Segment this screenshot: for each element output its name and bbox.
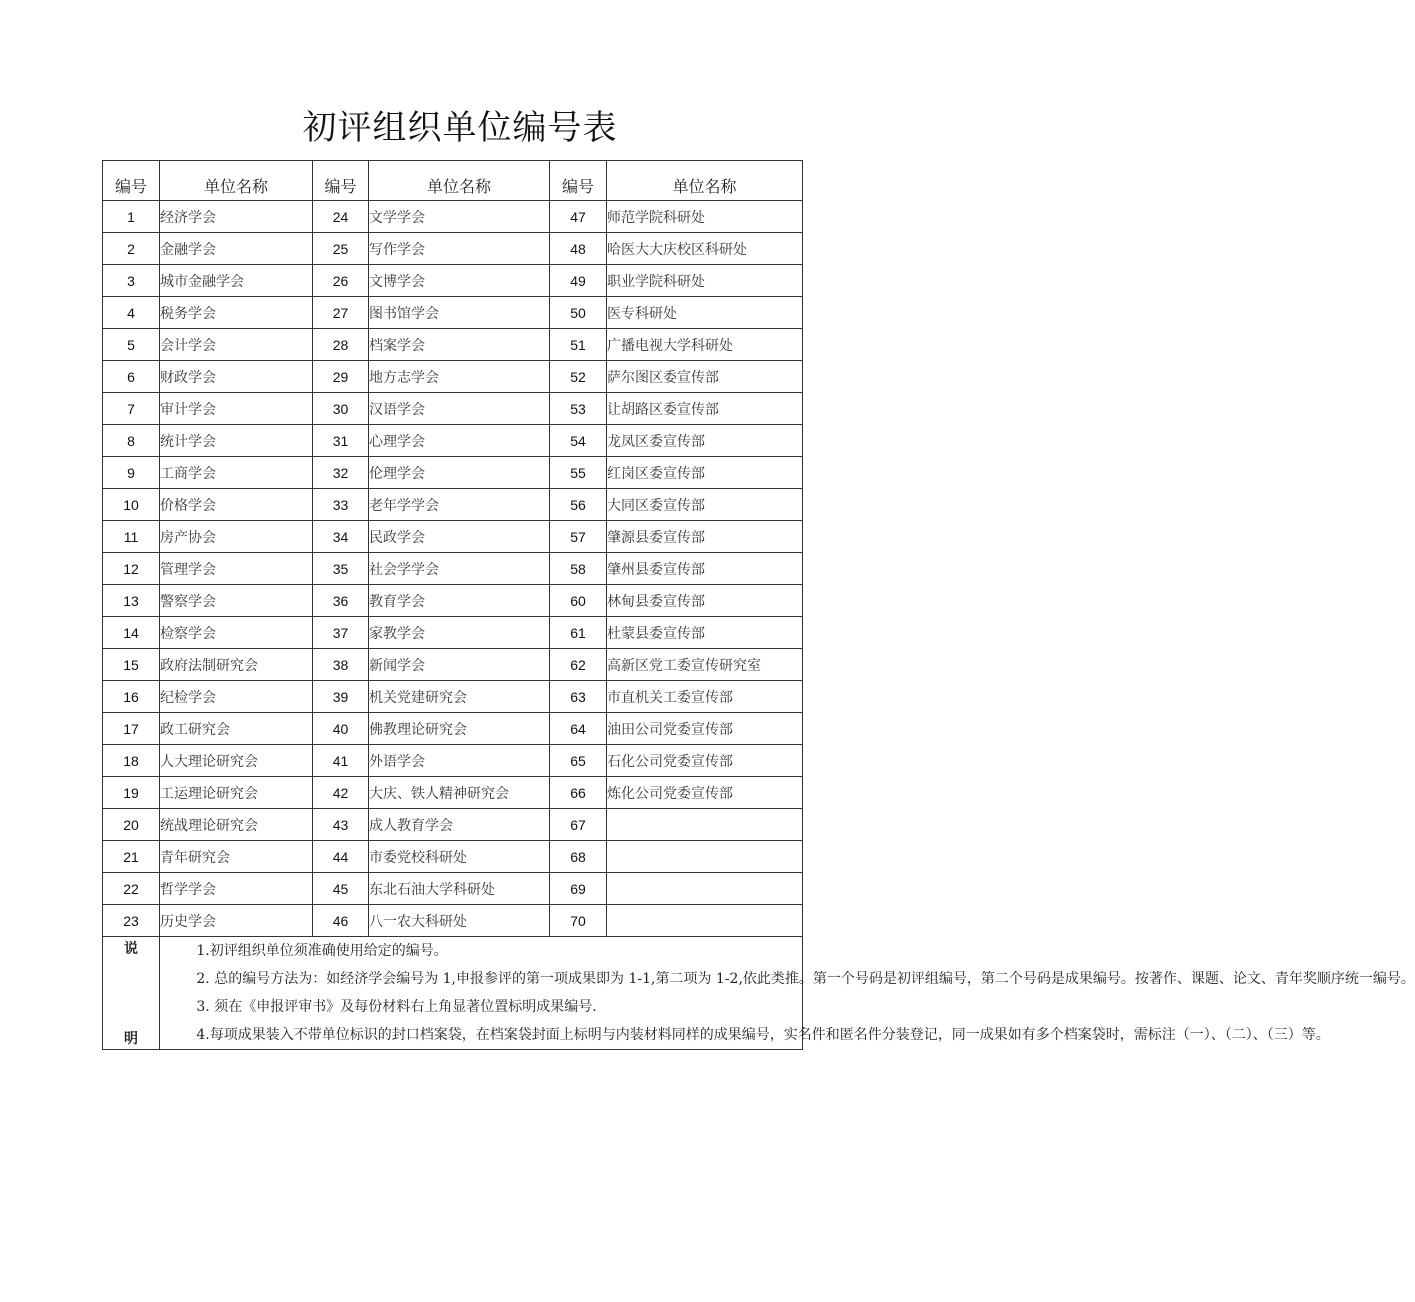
unit-name: 写作学会 [369,233,550,265]
unit-number: 64 [550,713,607,745]
unit-name: 历史学会 [160,905,313,937]
unit-number: 8 [103,425,160,457]
unit-number: 6 [103,361,160,393]
unit-name: 工商学会 [160,457,313,489]
unit-name: 心理学会 [369,425,550,457]
unit-number: 50 [550,297,607,329]
notes-row [103,937,803,1050]
unit-number: 61 [550,617,607,649]
header-name-3: 单位名称 [607,161,803,201]
table-row [103,361,803,393]
unit-name: 警察学会 [160,585,313,617]
unit-number: 56 [550,489,607,521]
unit-number: 65 [550,745,607,777]
unit-number: 15 [103,649,160,681]
unit-number: 24 [313,201,369,233]
unit-number: 16 [103,681,160,713]
unit-number: 60 [550,585,607,617]
table-row [103,873,803,905]
unit-name: 政府法制研究会 [160,649,313,681]
table-row [103,745,803,777]
unit-name [607,905,803,937]
unit-number: 1 [103,201,160,233]
unit-name: 哲学学会 [160,873,313,905]
unit-name: 佛教理论研究会 [369,713,550,745]
unit-number: 51 [550,329,607,361]
unit-number: 53 [550,393,607,425]
unit-name: 档案学会 [369,329,550,361]
unit-number: 28 [313,329,369,361]
unit-number: 13 [103,585,160,617]
unit-number: 35 [313,553,369,585]
unit-name: 图书馆学会 [369,297,550,329]
unit-name: 工运理论研究会 [160,777,313,809]
unit-number: 10 [103,489,160,521]
note-item-1: 1.初评组织单位须准确使用给定的编号。 [196,943,448,959]
unit-name: 机关党建研究会 [369,681,550,713]
unit-number: 68 [550,841,607,873]
unit-number: 44 [313,841,369,873]
unit-number: 40 [313,713,369,745]
header-name-1: 单位名称 [160,161,313,201]
unit-name: 师范学院科研处 [607,201,803,233]
unit-name: 红岗区委宣传部 [607,457,803,489]
unit-name: 八一农大科研处 [369,905,550,937]
unit-name: 价格学会 [160,489,313,521]
unit-number: 54 [550,425,607,457]
table-row [103,297,803,329]
table-row [103,329,803,361]
unit-number: 7 [103,393,160,425]
unit-name: 统计学会 [160,425,313,457]
unit-number: 49 [550,265,607,297]
table-row [103,393,803,425]
unit-number: 43 [313,809,369,841]
unit-number: 42 [313,777,369,809]
unit-number: 37 [313,617,369,649]
unit-number: 19 [103,777,160,809]
unit-name: 审计学会 [160,393,313,425]
unit-name: 城市金融学会 [160,265,313,297]
unit-number: 25 [313,233,369,265]
unit-number: 14 [103,617,160,649]
table-row [103,553,803,585]
unit-number-table [102,160,1415,1050]
unit-name: 伦理学会 [369,457,550,489]
unit-number: 30 [313,393,369,425]
unit-name: 油田公司党委宣传部 [607,713,803,745]
unit-name: 民政学会 [369,521,550,553]
notes-label-char-2: 明 [124,1031,138,1047]
unit-name: 社会学学会 [369,553,550,585]
table-row [103,649,803,681]
unit-number: 12 [103,553,160,585]
unit-number: 62 [550,649,607,681]
unit-name: 龙凤区委宣传部 [607,425,803,457]
unit-number: 11 [103,521,160,553]
unit-name: 肇州县委宣传部 [607,553,803,585]
unit-number: 38 [313,649,369,681]
unit-number: 41 [313,745,369,777]
unit-name: 教育学会 [369,585,550,617]
unit-name: 石化公司党委宣传部 [607,745,803,777]
header-num-3: 编号 [550,161,607,201]
unit-number: 48 [550,233,607,265]
unit-name: 会计学会 [160,329,313,361]
unit-name: 金融学会 [160,233,313,265]
unit-number: 3 [103,265,160,297]
unit-name: 检察学会 [160,617,313,649]
unit-name: 青年研究会 [160,841,313,873]
unit-number: 9 [103,457,160,489]
unit-number: 70 [550,905,607,937]
unit-number: 47 [550,201,607,233]
unit-name: 东北石油大学科研处 [369,873,550,905]
unit-name: 市委党校科研处 [369,841,550,873]
unit-number: 21 [103,841,160,873]
unit-number: 46 [313,905,369,937]
unit-number: 26 [313,265,369,297]
unit-name: 成人教育学会 [369,809,550,841]
unit-number: 18 [103,745,160,777]
unit-name: 财政学会 [160,361,313,393]
unit-number: 57 [550,521,607,553]
unit-number: 5 [103,329,160,361]
unit-name: 广播电视大学科研处 [607,329,803,361]
unit-name: 文学学会 [369,201,550,233]
unit-name: 萨尔图区委宣传部 [607,361,803,393]
unit-number: 69 [550,873,607,905]
unit-number: 17 [103,713,160,745]
table-row [103,617,803,649]
table-row [103,713,803,745]
table-row [103,457,803,489]
table-row [103,233,803,265]
unit-number: 45 [313,873,369,905]
unit-name: 家教学会 [369,617,550,649]
unit-name: 汉语学会 [369,393,550,425]
unit-number: 32 [313,457,369,489]
unit-name: 新闻学会 [369,649,550,681]
table-row [103,585,803,617]
unit-number: 63 [550,681,607,713]
unit-name: 文博学会 [369,265,550,297]
unit-name: 房产协会 [160,521,313,553]
unit-name: 管理学会 [160,553,313,585]
unit-name: 纪检学会 [160,681,313,713]
unit-number: 36 [313,585,369,617]
table-row [103,489,803,521]
unit-number: 31 [313,425,369,457]
table-row [103,201,803,233]
unit-name: 肇源县委宣传部 [607,521,803,553]
note-item-2: 2. 总的编号方法为：如经济学会编号为 1,申报参评的第一项成果即为 1-1,第二项为 1-2,依此类推。第一个号码是初评组编号，第二个号码是成果编号。按著作、课题、论文、青年奖顺序统一编号。 [196,971,1415,987]
unit-number: 67 [550,809,607,841]
notes-label-char-1: 说 [124,941,138,957]
unit-name: 经济学会 [160,201,313,233]
unit-name: 让胡路区委宣传部 [607,393,803,425]
unit-name: 医专科研处 [607,297,803,329]
notes-label [103,937,160,1050]
unit-number: 66 [550,777,607,809]
header-num-1: 编号 [103,161,160,201]
unit-name: 地方志学会 [369,361,550,393]
table-row [103,425,803,457]
unit-number: 27 [313,297,369,329]
table-row [103,521,803,553]
header-name-2: 单位名称 [369,161,550,201]
unit-number: 22 [103,873,160,905]
unit-number: 55 [550,457,607,489]
unit-name: 市直机关工委宣传部 [607,681,803,713]
notes-body [160,937,1415,1050]
unit-name [607,873,803,905]
unit-name: 政工研究会 [160,713,313,745]
unit-number: 2 [103,233,160,265]
unit-name: 林甸县委宣传部 [607,585,803,617]
unit-name: 职业学院科研处 [607,265,803,297]
header-num-2: 编号 [313,161,369,201]
unit-number: 52 [550,361,607,393]
unit-name [607,841,803,873]
unit-number: 58 [550,553,607,585]
unit-name: 外语学会 [369,745,550,777]
unit-name: 炼化公司党委宣传部 [607,777,803,809]
unit-name: 大同区委宣传部 [607,489,803,521]
unit-name [607,809,803,841]
unit-name: 税务学会 [160,297,313,329]
unit-name: 老年学学会 [369,489,550,521]
note-item-3: 3. 须在《申报评审书》及每份材料右上角显著位置标明成果编号. [196,999,597,1015]
table-row [103,777,803,809]
table-row [103,265,803,297]
unit-name: 杜蒙县委宣传部 [607,617,803,649]
header-row [103,161,803,201]
table-row [103,905,803,937]
unit-number: 33 [313,489,369,521]
table-row [103,809,803,841]
unit-number: 23 [103,905,160,937]
page-title: 初评组织单位编号表 [302,108,618,148]
unit-number: 39 [313,681,369,713]
unit-name: 大庆、铁人精神研究会 [369,777,550,809]
unit-name: 统战理论研究会 [160,809,313,841]
unit-name: 高新区党工委宣传研究室 [607,649,803,681]
unit-name: 人大理论研究会 [160,745,313,777]
unit-number: 20 [103,809,160,841]
unit-number: 29 [313,361,369,393]
note-item-4: 4.每项成果装入不带单位标识的封口档案袋，在档案袋封面上标明与内装材料同样的成果编号，实名件和匿名件分装登记，同一成果如有多个档案袋时，需标注（一）、（二）、（三）等。 [196,1027,1330,1043]
unit-number: 4 [103,297,160,329]
table-row [103,841,803,873]
unit-name: 哈医大大庆校区科研处 [607,233,803,265]
unit-number: 34 [313,521,369,553]
table-row [103,681,803,713]
